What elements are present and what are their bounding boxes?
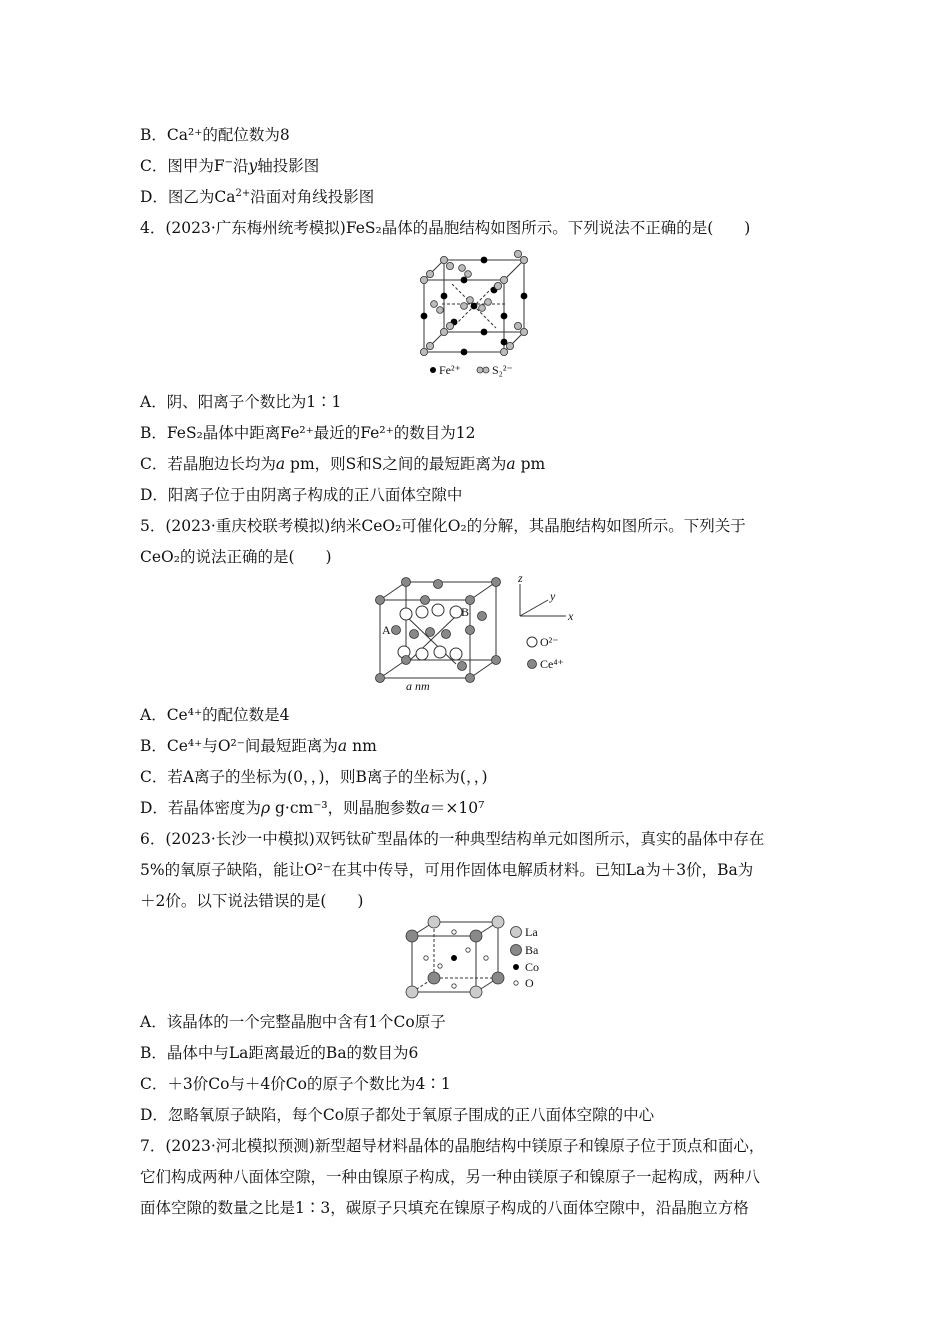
question-7-stem-3: 面体空隙的数量之比是1∶3，碳原子只填充在镍原子构成的八面体空隙中，沿晶胞立方格 bbox=[140, 1199, 749, 1217]
axis-x: x bbox=[568, 609, 574, 623]
option-4d: D．阳离子位于由阴离子构成的正八面体空隙中 bbox=[140, 486, 463, 504]
option-5b: B．Ce⁴⁺与O²⁻间最短距离为a nm bbox=[140, 737, 377, 755]
edge-label: a nm bbox=[406, 679, 430, 693]
question-7-stem-2: 它们构成两种八面体空隙，一种由镍原子构成，另一种由镁原子和镍原子一起构成，两种八 bbox=[140, 1168, 761, 1186]
question-7-stem-1: 7．(2023·河北模拟预测)新型超导材料晶体的晶胞结构中镁原子和镍原子位于顶点和面心， bbox=[140, 1137, 765, 1155]
legend-co: Co bbox=[525, 960, 540, 974]
axis-y: y bbox=[550, 589, 556, 603]
question-6-stem-3: ＋2价。以下说法错误的是( ) bbox=[140, 892, 364, 910]
option-3c: C．图甲为F−沿y轴投影图 bbox=[140, 156, 320, 175]
legend-ba: Ba bbox=[525, 943, 539, 957]
question-4-stem: 4．(2023·广东梅州统考模拟)FeS₂晶体的晶胞结构如图所示。下列说法不正确的是( ) bbox=[140, 219, 751, 237]
option-4b: B．FeS₂晶体中距离Fe²⁺最近的Fe²⁺的数目为12 bbox=[140, 424, 476, 442]
option-4c: C．若晶胞边长均为a pm，则S和S之间的最短距离为a pm bbox=[140, 455, 546, 473]
axis-z: z bbox=[518, 572, 523, 585]
option-3d: D．图乙为$Ca^{2+}$沿面对角线投影图 bbox=[140, 187, 375, 206]
option-6d: D．忽略氧原子缺陷，每个Co原子都处于氧原子围成的正八面体空隙的中心 bbox=[140, 1106, 655, 1124]
option-6c: C．＋3价Co与＋4价Co的原子个数比为4∶1 bbox=[140, 1075, 451, 1093]
label-A: A bbox=[382, 623, 391, 637]
question-6-stem-2: 5%的氧原子缺陷，能让O²⁻在其中传导，可用作固体电解质材料。已知La为＋3价，Ba为 bbox=[140, 861, 754, 879]
option-4a: A．阴、阳离子个数比为1∶1 bbox=[140, 393, 342, 411]
question-5-stem-2: CeO₂的说法正确的是( ) bbox=[140, 548, 332, 566]
legend-fe: Fe²⁺ bbox=[439, 363, 461, 377]
fes2-cell-figure bbox=[412, 244, 537, 380]
question-5-stem-1: 5．(2023·重庆校联考模拟)纳米CeO₂可催化O₂的分解，其晶胞结构如图所示。下列关于 bbox=[140, 517, 746, 535]
ceo2-cell-figure bbox=[370, 572, 590, 694]
legend-ce: Ce⁴⁺ bbox=[540, 657, 564, 671]
option-5c: C．若A离子的坐标为(0，，)，则B离子的坐标为(，，) bbox=[140, 768, 488, 786]
perovskite-figure bbox=[402, 914, 552, 1002]
label-B: B bbox=[461, 605, 470, 619]
legend-o: O²⁻ bbox=[540, 635, 559, 649]
option-3b: B．Ca²⁺的配位数为8 bbox=[140, 126, 290, 144]
legend-la: La bbox=[525, 925, 538, 939]
legend-o6: O bbox=[525, 976, 534, 990]
option-5d: D．若晶体密度为ρ g·cm⁻³，则晶胞参数a＝×10⁷ bbox=[140, 799, 485, 817]
question-6-stem-1: 6．(2023·长沙一中模拟)双钙钛矿型晶体的一种典型结构单元如图所示，真实的晶体中存在 bbox=[140, 830, 765, 848]
option-6b: B．晶体中与La距离最近的Ba的数目为6 bbox=[140, 1044, 419, 1062]
option-6a: A．该晶体的一个完整晶胞中含有1个Co原子 bbox=[140, 1013, 446, 1031]
legend-s: S₂²⁻ bbox=[492, 363, 513, 377]
option-5a: A．Ce⁴⁺的配位数是4 bbox=[140, 706, 290, 724]
